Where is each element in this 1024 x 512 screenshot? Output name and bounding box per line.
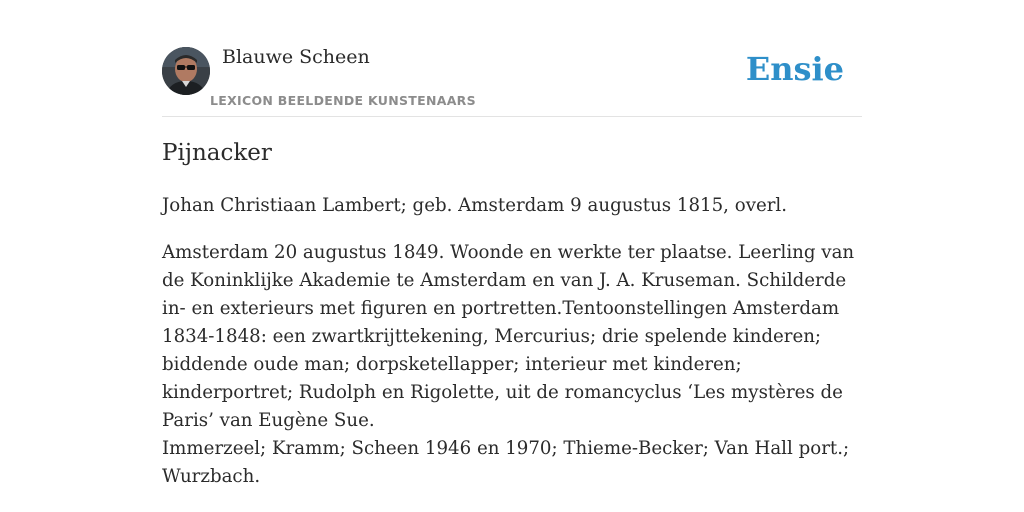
avatar[interactable] bbox=[162, 47, 210, 95]
brand-logo[interactable]: Ensie bbox=[745, 50, 844, 88]
page-title: Pijnacker bbox=[162, 140, 272, 166]
article-sources: Immerzeel; Kramm; Scheen 1946 en 1970; Thieme-Becker; Van Hall port.; Wurzbach. bbox=[162, 438, 850, 487]
article-paragraph: Johan Christiaan Lambert; geb. Amsterdam 9 augustus 1815, overl. bbox=[162, 195, 788, 216]
article-paragraph: Amsterdam 20 augustus 1849. Woonde en werkte ter plaatse. Leerling van de Koninklijke Akademie te Amsterdam en van J. A. Kruseman. Schilderde in- en exterieurs met figuren en portretten.Tentoonstellingen Amsterdam 1834-1848: een zwartkrijttekening, Mercurius; drie spelende kinderen; biddende oude man; dorpsketellapper; interieur met kinderen; kinderportret; Rudolph en Rigolette, uit de romancyclus ‘Les mystères de Paris’ van Eugène Sue. bbox=[162, 242, 855, 431]
author-name[interactable]: Blauwe Scheen bbox=[222, 46, 370, 68]
lexicon-subtitle[interactable]: LEXICON BEELDENDE KUNSTENAARS bbox=[210, 93, 476, 108]
header bbox=[162, 42, 862, 117]
author-photo bbox=[162, 47, 210, 95]
